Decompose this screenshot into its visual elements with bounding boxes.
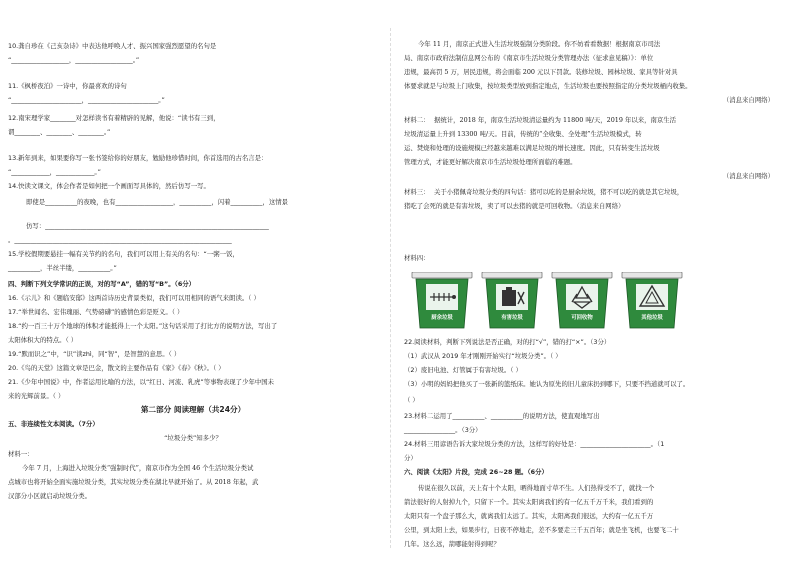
passage-6-line3: 太阳只有一个盘子那么大，就离我们太远了。其实，太阳离我们很远，大约有一亿五千万 <box>404 512 654 520</box>
question-22-item1: （1）武汉从 2019 年才刚刚开始实行“垃圾分类”。（ ） <box>404 352 562 360</box>
recycle-icon <box>550 272 614 330</box>
passage-6-line4: 公里，到太阳上去，如果步行，日夜不停地走，差不多要走三千五百年；就是坐飞机，也要飞二十 <box>404 526 679 534</box>
material-1-line2: 点城市也将开始全面实施垃圾分类，其实垃圾分类在湖北早就开始了。从 2018 年起，武 <box>8 478 259 486</box>
passage-6-line1: 传说在很久以前，天上有十个太阳，晒得地面寸草不生。人们热得受不了，就找一个 <box>418 484 655 492</box>
question-22: 22.阅读材料，判断下列说法是否正确，对的打“√”，错的打“×”。（3分） <box>404 338 611 346</box>
question-11-line2: “______________________，______________________。” <box>8 96 165 104</box>
question-13-line1: 13.新年到来，如果要你写一张书签给你的好朋友，勉励他珍惜时间，你首选用的古名言是： <box>8 154 268 162</box>
question-23-line2: ________________。（3分） <box>404 426 482 434</box>
section-6-heading: 六、阅读《太阳》片段，完成 26~28 题。（6分） <box>404 468 548 476</box>
material-3-line2: 猪吃了会死的就是有害垃圾，卖了可以去猪的就是可回收物。（消息来自网络） <box>404 202 625 210</box>
bin-label-other: 其他垃圾 <box>641 315 663 321</box>
material-1-source: （消息来自网络） <box>722 96 774 104</box>
question-19: 19.“默而识之”中，“识”读zhì，同“智”，是智慧的意思。（ ） <box>8 350 181 358</box>
question-14-line4: 。____________________________________________________________________ <box>8 236 232 244</box>
material-3-title: 材料三： <box>404 188 430 196</box>
question-24-line2: 分） <box>404 454 417 462</box>
question-16: 16.《示儿》和《题临安邸》这两首诗历史背景类似，我们可以用相同的语气来朗读。（ ） <box>8 294 260 302</box>
question-15-line1: 15.学校假期要悬挂一幅有关节约的名句，我们可以用上有关的名句：“一粥一饭， <box>8 250 239 258</box>
material-1-line1: 今年 7 月，上海进入垃圾分类“强制时代”，南京市作为全国 46 个生活垃圾分类试 <box>22 464 254 472</box>
question-14-line3: 仿写：______________________________________________________________________ <box>26 222 269 230</box>
material-1-cont-line2: 局、南京市政府法制信息网公布的《南京市生活垃圾分类管理办法（征求意见稿）》：单位 <box>404 54 654 62</box>
question-20: 20.《鸟的天堂》这篇文章是巴金，散文的主要作品有《家》《春》《秋》。（ ） <box>8 364 225 372</box>
passage-6-line2: 箭法很好的人射掉九个，只留下一个。其实太阳离我们约有一亿五千万千米，我们看到的 <box>404 498 654 506</box>
part-2-title: 第二部分 阅读理解（共24分） <box>140 405 246 414</box>
question-23-line1: 23.材料二运用了__________、__________的说明方法，使直观地写出 <box>404 412 600 420</box>
question-14-line2: 即使是__________的夜晚，也有__________________，__________，闪着__________，这情景 <box>26 198 289 206</box>
question-10-line2: “__________________，__________________。” <box>8 56 140 64</box>
hazard-battery-icon <box>480 272 544 330</box>
material-1-cont-line1: 今年 11 月，南京正式进入生活垃圾强制分类阶段。你不妨看看数据！根据南京市司法 <box>418 40 661 48</box>
material-2-source: （消息来自网络） <box>722 172 774 180</box>
material-1-cont-line3: 违规，最高罚 5 万，居民违规，将会面临 200 元以下罚款。装修垃圾、园林垃圾、家具等针对具 <box>404 68 678 76</box>
question-17: 17.“举世闻名、宏伟瑰丽、气势磅礴”的感情色彩是贬义。（ ） <box>8 308 184 316</box>
reading-topic: “垃圾分类”知多少？ <box>164 434 222 442</box>
bin-hazardous-waste <box>480 272 544 330</box>
question-22-item3-line1: （3）小明的妈妈把他买了一张新的篮纸床。她认为原先的旧儿童床扔到哪下，只要不挡道就可以了。 <box>404 380 690 388</box>
section-4-heading: 四、判断下列文学常识的正误，对的写“A”，错的写“B”。（6分） <box>8 280 196 288</box>
bin-other-waste <box>620 272 684 330</box>
material-2-line3: 运、焚烧和处理的设施规模已经越来越难以满足垃圾的增长速度。因此，只有转变生活垃圾 <box>404 144 660 152</box>
passage-6-line5: 几年。这么远，箭哪能射得到呢？ <box>404 540 500 548</box>
question-21-line1: 21.《少年中国说》中，作者运用比喻的方法，以“红日、河流、乳虎”等事物表现了少年中国未 <box>8 378 275 386</box>
question-12-line1: 12.南宋理学家________对怎样读书有着精辟的见解，他说：“读书有三到， <box>8 114 220 122</box>
question-10-line1: 10.龚自珍在《己亥杂诗》中表达他呼唤人才、振兴国家强烈愿望的名句是 <box>8 42 217 50</box>
fish-bone-icon <box>410 272 474 330</box>
question-14-line1: 14.快读文课文，体会作者是如何把一个画面写具体的，然后仿写一写。 <box>8 182 210 190</box>
question-18-line2: 太阳体积大的特点。（ ） <box>8 336 78 344</box>
bin-label-recyclable: 可回收物 <box>571 315 593 321</box>
bin-label-kitchen: 厨余垃圾 <box>431 315 453 321</box>
material-2-line2: 垃圾清运量上升到 13300 吨/天。目前，传统的“全收集、全处理”生活垃圾模式，转 <box>404 130 642 138</box>
material-2-title: 材料二： <box>404 116 430 124</box>
material-2-line1: 据统计，2018 年，南京生活垃圾清运量约为 11800 吨/天，2019 年以来，南京生活 <box>434 116 677 124</box>
question-18-line1: 18.“约一百三十万个地球的体积才能抵得上一个太阳。”这句话采用了打比方的说明方法，写出了 <box>8 322 278 330</box>
material-3-line1: 关于小猪佩奇垃圾分类的四句话：猪可以吃的是厨余垃圾，猪不可以吃的就是其它垃圾， <box>434 188 684 196</box>
material-1-cont-line4: 体要求就是与垃圾上门收集，按垃圾类型放到指定地点，生活垃圾也要按照指定的分类垃圾桶内收集。 <box>404 82 692 90</box>
material-1-title: 材料一： <box>8 450 34 458</box>
question-13-line2: “____________，____________。” <box>8 168 101 176</box>
bin-kitchen-waste <box>410 272 474 330</box>
question-22-item3-line2: （ ） <box>404 396 419 404</box>
question-15-line2: __________，半丝半缕，__________。” <box>8 264 117 272</box>
question-11-line1: 11.《枫桥夜泊》一诗中，你最喜欢的诗句 <box>8 82 127 90</box>
question-21-line2: 来的光辉前景。（ ） <box>8 392 65 400</box>
bin-recyclable <box>550 272 614 330</box>
material-1-line3: 汉部分小区就启动垃圾分类。 <box>8 492 92 500</box>
material-2-line4: 管理方式，才能更好解决南京市生活垃圾处理所面临的难题。 <box>404 158 577 166</box>
section-5-heading: 五、非连续性文本阅读。（7分） <box>8 420 99 428</box>
triangle-arrow-icon <box>620 272 684 330</box>
material-4-title: 材料四： <box>404 254 430 262</box>
question-12-line2: 谓________、________、________。” <box>8 128 111 136</box>
trash-bins-figure <box>404 272 774 330</box>
question-22-item2: （2）废旧电池、灯管属于有害垃圾。（ ） <box>404 366 522 374</box>
bin-label-hazardous: 有害垃圾 <box>501 315 523 321</box>
question-24-line1: 24.材料三用谚语告诉大家垃圾分类的方法，这样写的好处是：______________________。（1 <box>404 440 665 448</box>
